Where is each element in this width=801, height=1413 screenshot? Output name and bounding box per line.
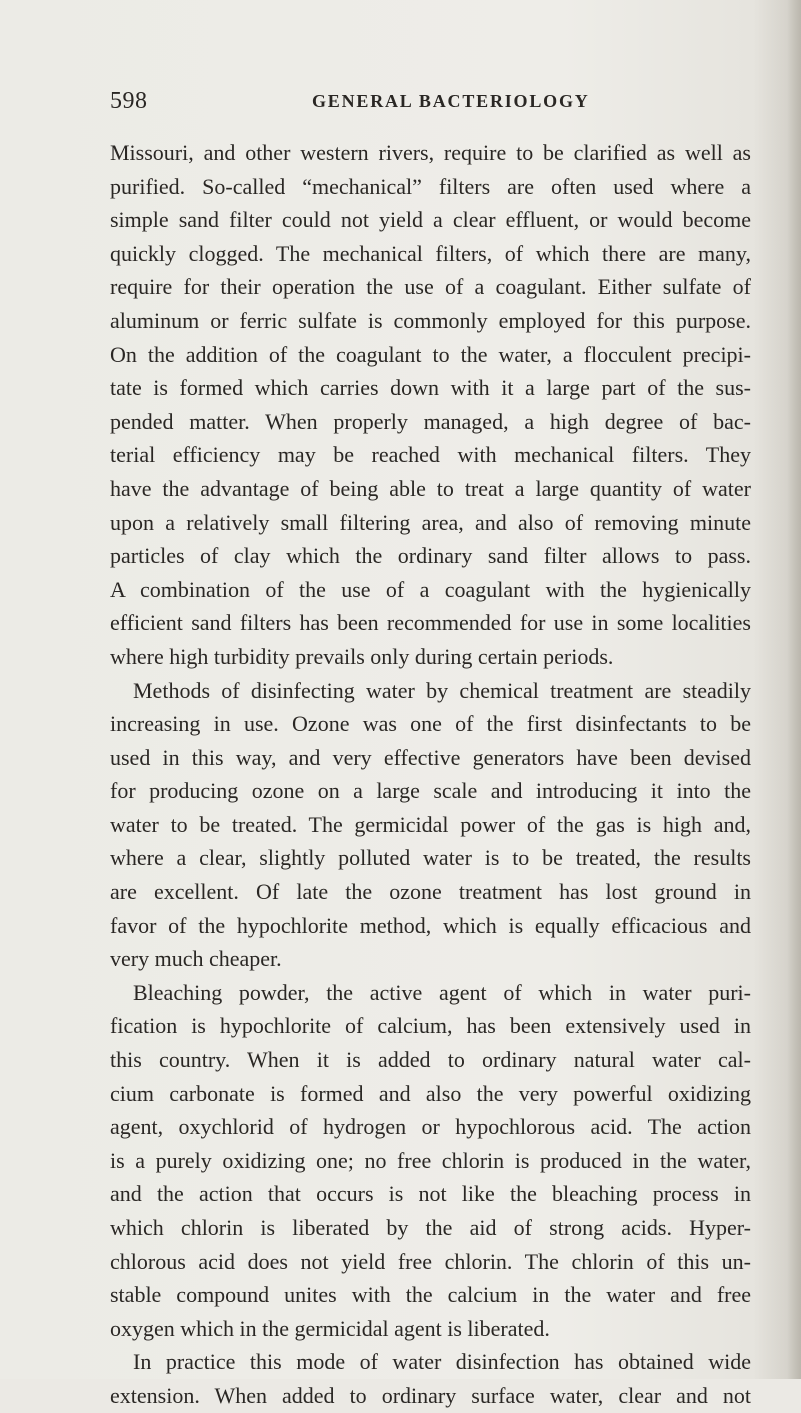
text-line: increasing in use. Ozone was one of the first disinfectants to be	[110, 711, 751, 737]
text-line: upon a relatively small filtering area, and also of removing minute	[110, 509, 751, 535]
text-line: quickly clogged. The mechanical filters, of which there are many,	[110, 240, 751, 266]
text-line: On the addition of the coagulant to the water, a flocculent precipi-	[110, 341, 751, 367]
paragraph-end-line: where high turbidity prevails only during certain periods.	[110, 643, 614, 669]
text-line: aluminum or ferric sulfate is commonly employed for this purpose.	[110, 307, 751, 333]
paragraph-end-line: oxygen which in the germicidal agent is liberated.	[110, 1315, 550, 1341]
text-line: efficient sand filters has been recommended for use in some localities	[110, 610, 751, 636]
text-line: tate is formed which carries down with it a large part of the sus-	[110, 375, 751, 401]
text-line: terial efficiency may be reached with mechanical filters. They	[110, 442, 751, 468]
text-line: are excellent. Of late the ozone treatment has lost ground in	[110, 879, 751, 905]
text-line: fication is hypochlorite of calcium, has been extensively used in	[110, 1013, 751, 1039]
text-line: Missouri, and other western rivers, require to be clarified as well as	[110, 140, 751, 165]
page-edge-shadow	[787, 0, 801, 1379]
text-line: favor of the hypochlorite method, which is equally efficacious and	[110, 912, 751, 938]
text-line: is a purely oxidizing one; no free chlorin is produced in the water,	[110, 1147, 751, 1173]
body-text	[110, 136, 751, 1413]
text-line: pended matter. When properly managed, a high degree of bac-	[110, 408, 751, 434]
text-line: purified. So-called “mechanical” filters are often used where a	[110, 173, 751, 199]
text-line: extension. When added to ordinary surface water, clear and not	[110, 1382, 751, 1408]
text-line: water to be treated. The germicidal power of the gas is high and,	[110, 811, 751, 837]
text-line: which chlorin is liberated by the aid of strong acids. Hyper-	[110, 1215, 751, 1240]
paragraph-start-line: Bleaching powder, the active agent of which in water puri-	[133, 979, 751, 1005]
text-line: where a clear, slightly polluted water is to be treated, the results	[110, 845, 751, 871]
text-line: for producing ozone on a large scale and introducing it into the	[110, 778, 751, 804]
text-line: have the advantage of being able to treat a large quantity of water	[110, 475, 751, 501]
text-line: A combination of the use of a coagulant with the hygienically	[110, 576, 751, 602]
text-line: simple sand filter could not yield a clear effluent, or would become	[110, 207, 751, 233]
text-line: stable compound unites with the calcium in the water and free	[110, 1282, 751, 1308]
running-head: GENERAL BACTERIOLOGY	[312, 91, 590, 111]
paragraph-start-line: In practice this mode of water disinfection has obtained wide	[133, 1349, 751, 1375]
text-line: and the action that occurs is not like the bleaching process in	[110, 1181, 751, 1207]
text-line: cium carbonate is formed and also the very powerful oxidizing	[110, 1080, 751, 1106]
text-line: agent, oxychlorid of hydrogen or hypochlorous acid. The action	[110, 1114, 751, 1140]
text-line: used in this way, and very effective generators have been devised	[110, 744, 751, 770]
text-line: require for their operation the use of a coagulant. Either sulfate of	[110, 274, 751, 300]
text-line: particles of clay which the ordinary sand filter allows to pass.	[110, 543, 751, 569]
page-header	[110, 88, 750, 122]
page-number: 598	[110, 88, 148, 114]
paragraph-start-line: Methods of disinfecting water by chemical treatment are steadily	[133, 677, 751, 703]
text-line: this country. When it is added to ordinary natural water cal-	[110, 1047, 751, 1073]
text-line: chlorous acid does not yield free chlorin. The chlorin of this un-	[110, 1248, 751, 1274]
paragraph-end-line: very much cheaper.	[110, 946, 282, 972]
